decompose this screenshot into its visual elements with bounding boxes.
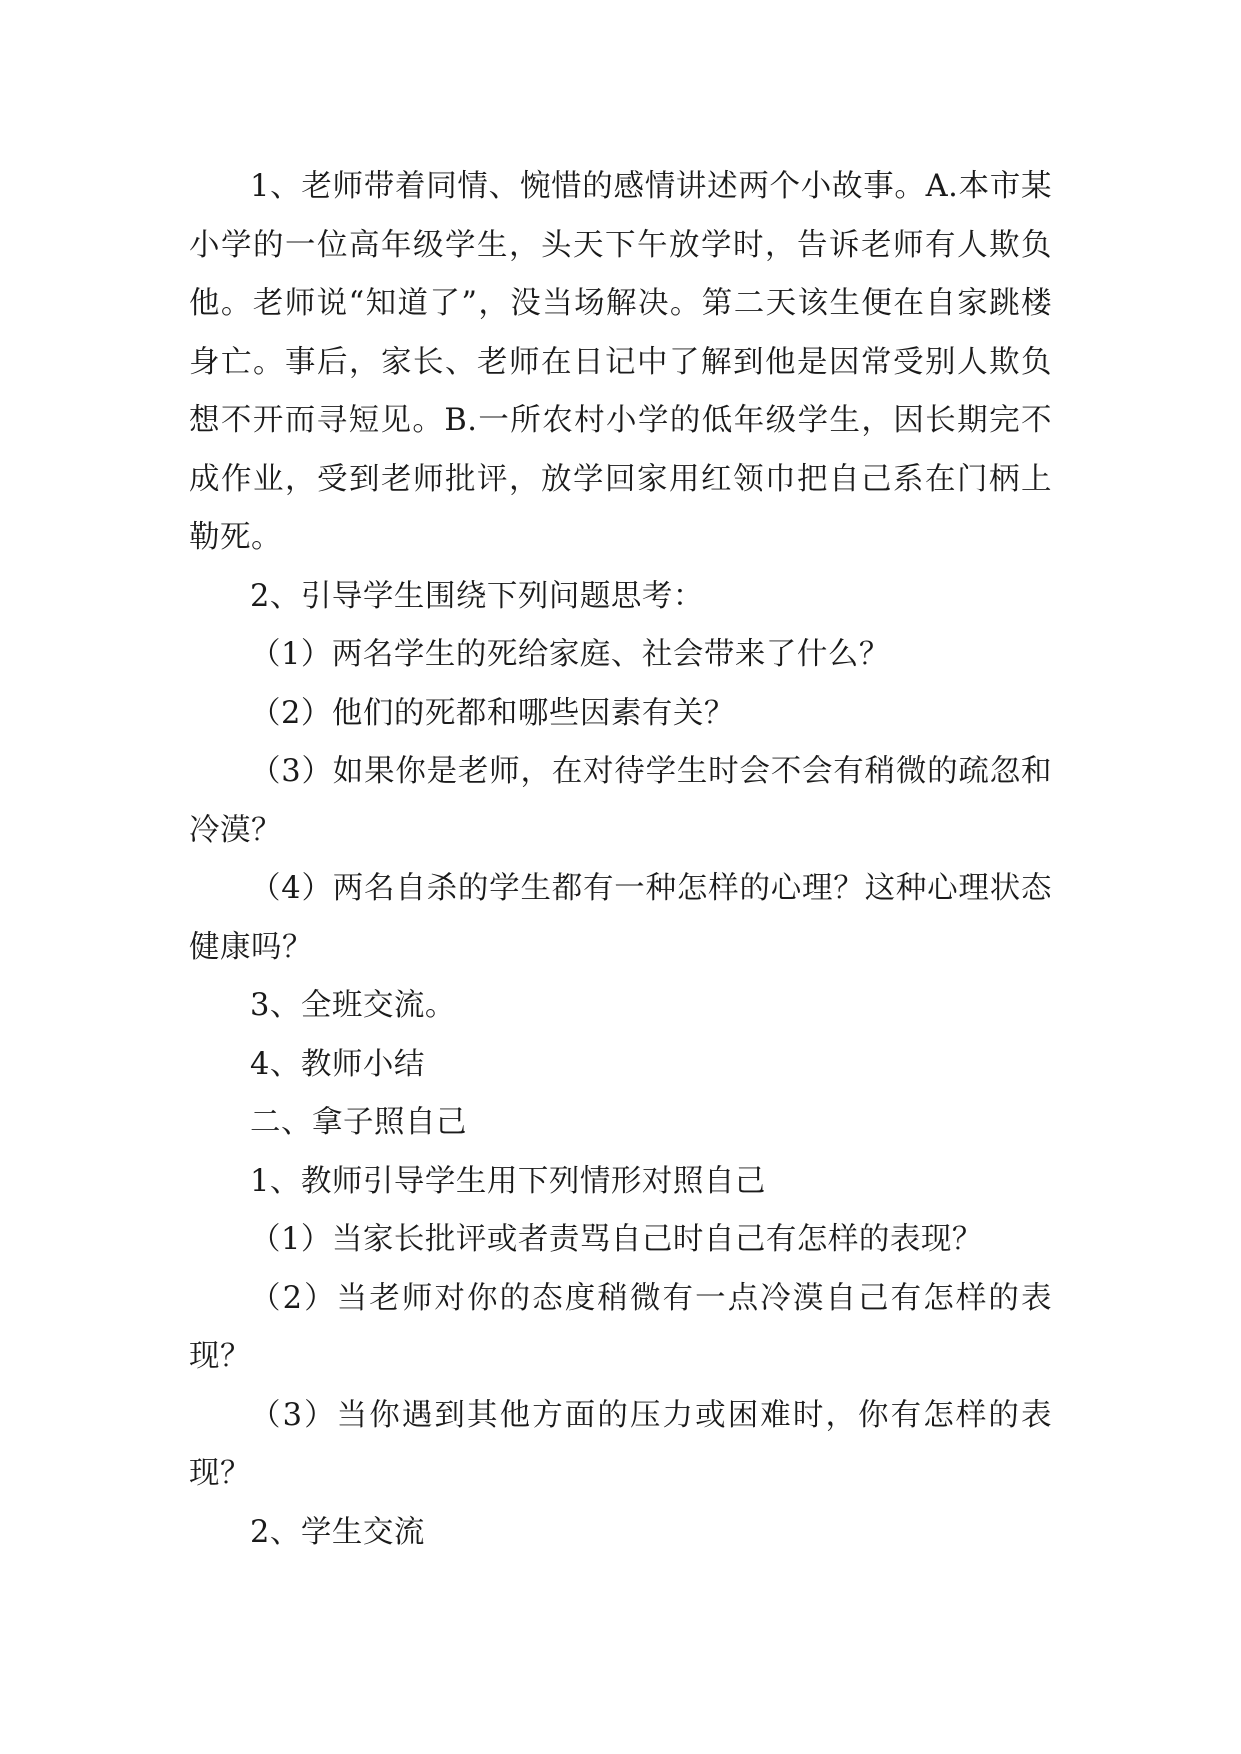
question-2: （2）他们的死都和哪些因素有关？ <box>250 695 735 731</box>
question-1: （1）两名学生的死给家庭、社会带来了什么？ <box>250 637 890 672</box>
story-paragraph: 1、老师带着同情、惋惜的感情讲述两个小故事。A.本市某小学的一位高年级学生，头天下午放学时，告诉老师有人欺负他。老师说“知道了”，没当场解决。第二天该生便在自家跳楼身亡。事后，家长、老师在日记中了解到他是因常受别人欺负想不开而寻短见。B.一所农村小学的低年级学生，因长期完不成作业，受到老师批评，放学回家用红领巾把自己系在门柄上勒死。 <box>189 169 1052 555</box>
reflection-question-3: （3）当你遇到其他方面的压力或困难时，你有怎样的表现？ <box>189 1397 1052 1491</box>
student-exchange-step: 2、学生交流 <box>250 1514 425 1550</box>
teacher-summary-step: 4、教师小结 <box>250 1046 425 1082</box>
document-body <box>189 158 1052 1562</box>
section-heading-2: 二、拿子照自己 <box>250 1105 467 1140</box>
reflection-question-2: （2）当老师对你的态度稍微有一点冷漠自己有怎样的表现？ <box>189 1280 1052 1374</box>
reflection-question-1: （1）当家长批评或者责骂自己时自己有怎样的表现？ <box>250 1222 983 1257</box>
class-discussion-step: 3、全班交流。 <box>250 988 456 1023</box>
guide-questions-heading: 2、引导学生围绕下列问题思考： <box>250 578 704 614</box>
question-4: （4）两名自杀的学生都有一种怎样的心理？这种心理状态健康吗？ <box>189 871 1052 965</box>
self-reflection-step: 1、教师引导学生用下列情形对照自己 <box>250 1163 766 1199</box>
question-3: （3）如果你是老师，在对待学生时会不会有稍微的疏忽和冷漠？ <box>189 754 1052 848</box>
